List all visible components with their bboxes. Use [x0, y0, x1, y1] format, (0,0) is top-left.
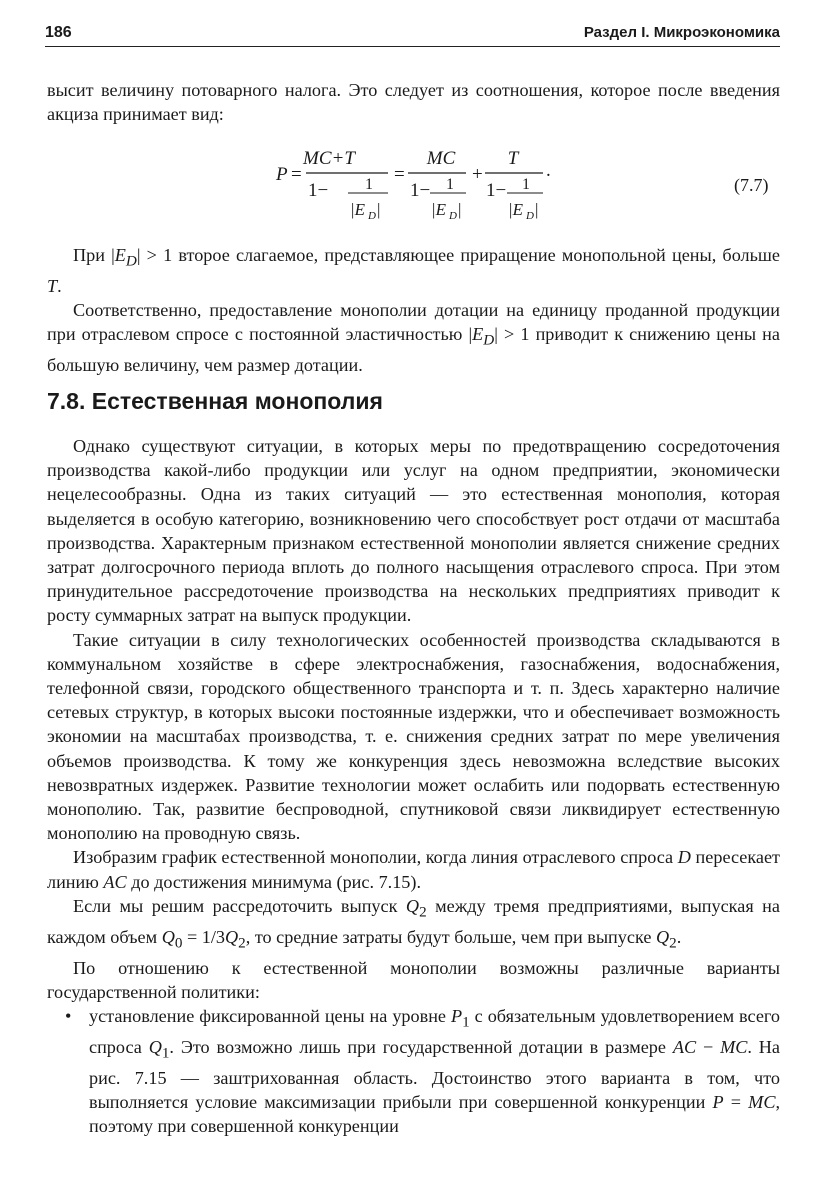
formula-den-den-1: |E — [350, 200, 366, 219]
policy-list — [47, 1004, 780, 1138]
paragraph-5: Изобразим график естественной монополии, когда линия отраслевого спроса D пересекает линию AC до достижения минимума (рис. 7.15). — [47, 847, 780, 892]
intro-text: высит величину потоварного налога. Это следует из соотношения, которое после введения акциза принимает вид: — [47, 80, 780, 125]
formula-sub-d-2: D — [449, 210, 457, 222]
paragraph-2: Соответственно, предоставление монополии дотации на единицу проданной продукции при отраслевом спросе с постоянной эластичностью $|E_D| > 1$ приводит к снижению цены на большую величину, чем размер дотации. — [47, 300, 780, 376]
formula-den-num-2: 1 — [446, 176, 454, 193]
formula-sub-d-3: D — [526, 210, 534, 222]
formula-den-den-2: |E — [431, 200, 447, 219]
section-title: 7.8. Естественная монополия — [47, 388, 383, 414]
formula-bar-close-2: | — [458, 200, 462, 219]
paragraph-6: Если мы решим рассредоточить выпуск $Q_2$ между тремя предприятиями, выпуская на каждом объем $Q_0 = 1/3Q_2$, то средние затраты будут больше, чем при выпуске $Q_2$. — [47, 895, 780, 952]
formula-num-1: MC+T — [303, 148, 355, 169]
formula-sub-d-1: D — [368, 210, 376, 222]
formula-den-one-3: 1− — [486, 180, 507, 201]
formula-bar-close-1: | — [377, 200, 381, 219]
formula-bar-close-3: | — [535, 200, 539, 219]
formula-eq-1: = — [291, 164, 302, 185]
list-item: • установление фиксированной цены на уровне $P_1$ с обязательным удовлетворением всего спроса $Q_1$. Это возможно лишь при государственной дотации в размере AC − MC. На рис. 7.15 — заштрихованная область. Достоинство этого варианта в том, что выполняется условие максимизации прибыли при совершенной конкуренции P = MC, поэтому при совершенной конкуренции — [47, 1004, 780, 1138]
paragraph-4: Такие ситуации в силу технологических особенностей производства складываются в коммунальном хозяйстве в сфере электроснабжения, газоснабжения, водоснабжения, телефонной связи, городского общественного транспорта и т. п. Здесь характерно наличие сетевых структур, в которых высоки постоянные издержки, что и обеспечивает возможность экономии на масштабах производства, т. е. снижения средних затрат по мере увеличения объемов производства. К тому же конкуренция здесь невозможна вследствие высоких невозвратных издержек. Развитие технологии может ослабить или подорвать естественную монополию. Так, развитие беспроводной, спутниковой связи ликвидирует естественную монополию на проводную связь. — [47, 629, 780, 844]
main-body — [47, 434, 780, 1138]
formula-period: . — [546, 160, 551, 181]
section-header: Раздел I. Микроэкономика — [583, 24, 780, 41]
formula-num-3: T — [507, 148, 519, 169]
formula-num-2: MC — [426, 148, 456, 169]
paragraph-1: При $|E_D| > 1$ второе слагаемое, представляющее приращение монопольной цены, больше T. — [47, 245, 780, 296]
formula-eq-2: = — [394, 164, 405, 185]
equation-number: (7.7) — [734, 175, 769, 195]
formula-den-den-3: |E — [508, 200, 524, 219]
formula-den-one-2: 1− — [410, 180, 431, 201]
paragraph-3: Однако существуют ситуации, в которых меры по предотвращению сосредоточения производства какой-либо продукции или услуг на одном предприятии, экономически нецелесообразны. Одна из таких ситуаций — это естественная монополия, которая выделяется в особую категорию, возникновению чего способствует рост отдачи от масштаба производства. Характерным признаком естественной монополии является снижение средних затрат долгосрочного периода вплоть до полного насыщения отраслевого спроса. При этом принудительное рассредоточение производства на нескольких предприятиях приводит к росту суммарных затрат на выпуск продукции. — [47, 436, 780, 626]
page-number: 186 — [45, 24, 72, 41]
formula-plus: + — [472, 164, 483, 185]
formula-den-num-1: 1 — [365, 176, 373, 193]
paragraph-7: По отношению к естественной монополии возможны различные варианты государственной политики: — [47, 957, 780, 1002]
formula-7-7 — [0, 0, 826, 240]
formula-den-one-1: 1− — [308, 180, 329, 201]
formula-lhs: P — [276, 164, 288, 185]
formula-den-num-3: 1 — [522, 176, 530, 193]
paragraphs-after-formula — [47, 243, 780, 377]
